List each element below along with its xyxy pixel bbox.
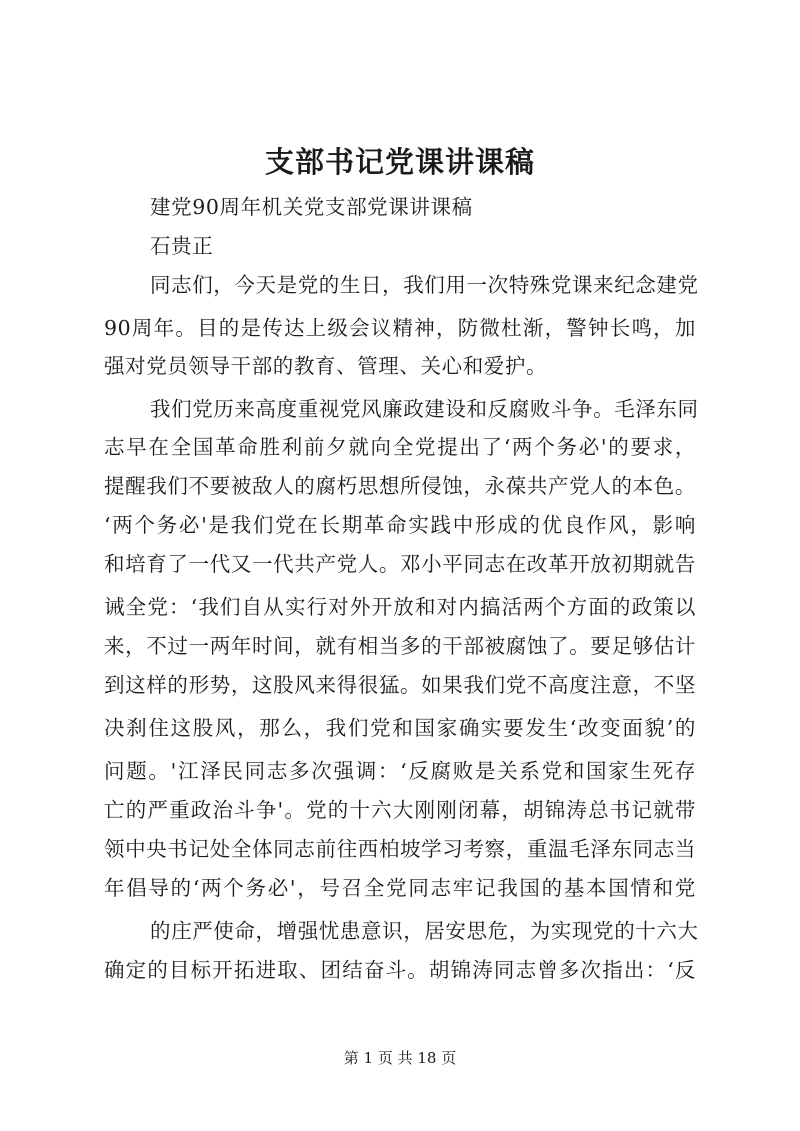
document-author: 石贵正 <box>150 234 214 258</box>
body-line: 90周年。目的是传达上级会议精神，防微杜渐，警钟长鸣，加 <box>104 316 696 340</box>
body-line: 年倡导的‘两个务必'，号召全党同志牢记我国的基本国情和党 <box>104 876 696 900</box>
body-line: 亡的严重政治斗争'。党的十六大刚刚闭幕，胡锦涛总书记就带 <box>104 798 696 822</box>
body-line: 确定的目标开拓进取、团结奋斗。胡锦涛同志曾多次指出：‘反 <box>104 958 696 982</box>
body-line: 到这样的形势，这股风来得很猛。如果我们党不高度注意，不坚 <box>104 673 696 697</box>
body-line: 和培育了一代又一代共产党人。邓小平同志在改革开放初期就告 <box>104 552 696 576</box>
body-line: 提醒我们不要被敌人的腐朽思想所侵蚀，永葆共产党人的本色。 <box>104 474 696 498</box>
body-line: 决刹住这股风，那么，我们党和国家确实要发生‘改变面貌’的 <box>104 716 696 740</box>
body-line: 志早在全国革命胜利前夕就向全党提出了‘两个务必'的要求， <box>104 435 696 459</box>
body-line: 同志们，今天是党的生日，我们用一次特殊党课来纪念建党 <box>150 273 699 297</box>
document-subtitle: 建党90周年机关党支部党课讲课稿 <box>150 195 473 219</box>
body-line: 来，不过一两年时间，就有相当多的干部被腐蚀了。要足够估计 <box>104 634 696 658</box>
body-line: ‘两个务必'是我们党在长期革命实践中形成的优良作风，影响 <box>104 513 696 537</box>
page-number: 第 1 页 共 18 页 <box>343 1049 457 1067</box>
body-line: 我们党历来高度重视党风廉政建设和反腐败斗争。毛泽东同 <box>150 397 699 421</box>
body-line: 问题。'江泽民同志多次强调：‘反腐败是关系党和国家生死存 <box>104 759 696 783</box>
body-line: 强对党员领导干部的教育、管理、关心和爱护。 <box>104 354 548 378</box>
document-title: 支部书记党课讲课稿 <box>264 145 535 179</box>
body-line: 的庄严使命，增强忧患意识，居安思危，为实现党的十六大 <box>150 919 699 943</box>
body-line: 诫全党：‘我们自从实行对外开放和对内搞活两个方面的政策以 <box>104 595 696 619</box>
body-line: 领中央书记处全体同志前往西柏坡学习考察，重温毛泽东同志当 <box>104 837 696 861</box>
